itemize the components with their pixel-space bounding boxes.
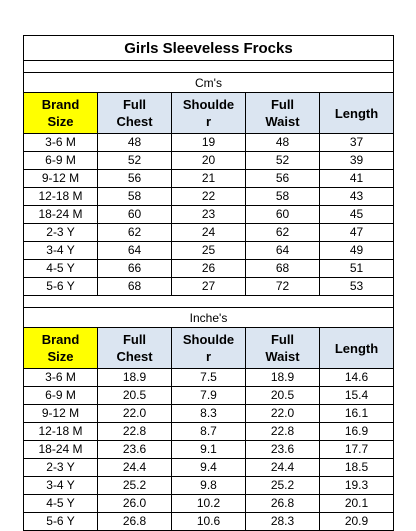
cell-shoulder: 19 xyxy=(172,134,246,152)
cell-full-waist: 48 xyxy=(246,134,320,152)
cell-full-chest: 64 xyxy=(98,242,172,260)
table-row xyxy=(24,513,394,531)
cell-full-chest: 25.2 xyxy=(98,477,172,495)
cell-full-waist: 64 xyxy=(246,242,320,260)
unit-label: Cm's xyxy=(24,73,394,93)
cell-length: 19.3 xyxy=(320,477,394,495)
cell-full-chest: 60 xyxy=(98,206,172,224)
table-row xyxy=(24,152,394,170)
cell-brand-size: 12-18 M xyxy=(24,423,98,441)
header-line: Full xyxy=(270,97,295,112)
header-line: r xyxy=(205,114,212,129)
table-row xyxy=(24,278,394,296)
header-line: r xyxy=(205,349,212,364)
cell-full-waist: 26.8 xyxy=(246,495,320,513)
header-line: Length xyxy=(334,105,379,121)
cell-brand-size: 3-6 M xyxy=(24,134,98,152)
header-line: Size xyxy=(47,114,74,129)
cell-shoulder: 7.9 xyxy=(172,387,246,405)
header-brand-size xyxy=(24,93,98,134)
cell-shoulder: 10.2 xyxy=(172,495,246,513)
cell-brand-size: 2-3 Y xyxy=(24,459,98,477)
header-line: Full xyxy=(122,97,147,112)
cell-brand-size: 3-4 Y xyxy=(24,477,98,495)
table-row xyxy=(24,369,394,387)
table-row xyxy=(24,441,394,459)
cell-shoulder: 21 xyxy=(172,170,246,188)
table-row xyxy=(24,387,394,405)
cell-full-chest: 58 xyxy=(98,188,172,206)
cell-length: 53 xyxy=(320,278,394,296)
table-row xyxy=(24,260,394,278)
spacer-row xyxy=(24,296,394,308)
header-line: Length xyxy=(334,340,379,356)
cell-full-waist: 56 xyxy=(246,170,320,188)
table-row xyxy=(24,170,394,188)
table-row xyxy=(24,242,394,260)
cell-full-chest: 22.0 xyxy=(98,405,172,423)
chart-title: Girls Sleeveless Frocks xyxy=(24,36,394,61)
cell-brand-size: 9-12 M xyxy=(24,170,98,188)
header-length xyxy=(320,328,394,369)
header-full-chest xyxy=(98,93,172,134)
cell-shoulder: 8.3 xyxy=(172,405,246,423)
cell-full-chest: 22.8 xyxy=(98,423,172,441)
cell-shoulder: 10.6 xyxy=(172,513,246,531)
table-row xyxy=(24,224,394,242)
spacer-cell xyxy=(24,61,394,73)
unit-row xyxy=(24,73,394,93)
table-row xyxy=(24,188,394,206)
cell-length: 16.9 xyxy=(320,423,394,441)
cell-shoulder: 9.8 xyxy=(172,477,246,495)
cell-length: 43 xyxy=(320,188,394,206)
cell-full-waist: 18.9 xyxy=(246,369,320,387)
cell-length: 14.6 xyxy=(320,369,394,387)
cell-brand-size: 6-9 M xyxy=(24,387,98,405)
cell-full-waist: 72 xyxy=(246,278,320,296)
table-row xyxy=(24,423,394,441)
header-row xyxy=(24,93,394,134)
table-row xyxy=(24,495,394,513)
cell-shoulder: 24 xyxy=(172,224,246,242)
cell-shoulder: 22 xyxy=(172,188,246,206)
table-row xyxy=(24,459,394,477)
cell-full-chest: 52 xyxy=(98,152,172,170)
cell-full-waist: 20.5 xyxy=(246,387,320,405)
cell-brand-size: 3-6 M xyxy=(24,369,98,387)
cell-length: 16.1 xyxy=(320,405,394,423)
cell-brand-size: 5-6 Y xyxy=(24,513,98,531)
header-full-chest xyxy=(98,328,172,369)
cell-full-waist: 58 xyxy=(246,188,320,206)
cell-brand-size: 3-4 Y xyxy=(24,242,98,260)
size-chart-body xyxy=(24,36,394,531)
cell-length: 47 xyxy=(320,224,394,242)
cell-full-waist: 23.6 xyxy=(246,441,320,459)
header-row xyxy=(24,328,394,369)
cell-full-chest: 26.8 xyxy=(98,513,172,531)
cell-full-chest: 68 xyxy=(98,278,172,296)
cell-brand-size: 2-3 Y xyxy=(24,224,98,242)
unit-row xyxy=(24,308,394,328)
header-brand-size xyxy=(24,328,98,369)
cell-shoulder: 9.4 xyxy=(172,459,246,477)
cell-length: 20.9 xyxy=(320,513,394,531)
cell-length: 49 xyxy=(320,242,394,260)
cell-shoulder: 23 xyxy=(172,206,246,224)
cell-full-chest: 62 xyxy=(98,224,172,242)
header-length xyxy=(320,93,394,134)
cell-full-chest: 24.4 xyxy=(98,459,172,477)
table-row xyxy=(24,477,394,495)
cell-shoulder: 7.5 xyxy=(172,369,246,387)
cell-brand-size: 12-18 M xyxy=(24,188,98,206)
cell-length: 17.7 xyxy=(320,441,394,459)
header-full-waist xyxy=(246,93,320,134)
cell-full-waist: 24.4 xyxy=(246,459,320,477)
cell-length: 37 xyxy=(320,134,394,152)
header-line: Brand xyxy=(41,332,80,347)
cell-full-chest: 20.5 xyxy=(98,387,172,405)
cell-full-waist: 60 xyxy=(246,206,320,224)
table-row xyxy=(24,405,394,423)
title-row xyxy=(24,36,394,61)
cell-shoulder: 20 xyxy=(172,152,246,170)
cell-brand-size: 18-24 M xyxy=(24,441,98,459)
cell-full-chest: 66 xyxy=(98,260,172,278)
cell-full-waist: 22.8 xyxy=(246,423,320,441)
cell-length: 51 xyxy=(320,260,394,278)
cell-brand-size: 18-24 M xyxy=(24,206,98,224)
cell-full-chest: 26.0 xyxy=(98,495,172,513)
cell-full-waist: 68 xyxy=(246,260,320,278)
header-full-waist xyxy=(246,328,320,369)
header-line: Shoulde xyxy=(182,97,235,112)
cell-full-chest: 48 xyxy=(98,134,172,152)
cell-length: 41 xyxy=(320,170,394,188)
table-row xyxy=(24,134,394,152)
header-line: Chest xyxy=(116,114,153,129)
cell-length: 39 xyxy=(320,152,394,170)
cell-length: 18.5 xyxy=(320,459,394,477)
cell-brand-size: 4-5 Y xyxy=(24,260,98,278)
cell-full-waist: 62 xyxy=(246,224,320,242)
header-line: Full xyxy=(122,332,147,347)
cell-brand-size: 4-5 Y xyxy=(24,495,98,513)
header-line: Full xyxy=(270,332,295,347)
cell-shoulder: 27 xyxy=(172,278,246,296)
size-chart xyxy=(23,35,393,531)
cell-length: 15.4 xyxy=(320,387,394,405)
header-shoulder xyxy=(172,328,246,369)
cell-brand-size: 5-6 Y xyxy=(24,278,98,296)
cell-shoulder: 26 xyxy=(172,260,246,278)
cell-brand-size: 6-9 M xyxy=(24,152,98,170)
cell-full-chest: 56 xyxy=(98,170,172,188)
cell-length: 20.1 xyxy=(320,495,394,513)
header-line: Waist xyxy=(265,114,300,129)
cell-full-chest: 23.6 xyxy=(98,441,172,459)
spacer-cell xyxy=(24,296,394,308)
cell-full-waist: 22.0 xyxy=(246,405,320,423)
size-chart-table xyxy=(23,35,394,531)
cell-full-waist: 52 xyxy=(246,152,320,170)
cell-full-waist: 25.2 xyxy=(246,477,320,495)
header-line: Chest xyxy=(116,349,153,364)
cell-brand-size: 9-12 M xyxy=(24,405,98,423)
cell-shoulder: 8.7 xyxy=(172,423,246,441)
header-line: Brand xyxy=(41,97,80,112)
cell-shoulder: 25 xyxy=(172,242,246,260)
header-line: Waist xyxy=(265,349,300,364)
header-shoulder xyxy=(172,93,246,134)
spacer-row xyxy=(24,61,394,73)
unit-label: Inche's xyxy=(24,308,394,328)
cell-shoulder: 9.1 xyxy=(172,441,246,459)
cell-full-chest: 18.9 xyxy=(98,369,172,387)
cell-full-waist: 28.3 xyxy=(246,513,320,531)
header-line: Shoulde xyxy=(182,332,235,347)
header-line: Size xyxy=(47,349,74,364)
cell-length: 45 xyxy=(320,206,394,224)
table-row xyxy=(24,206,394,224)
